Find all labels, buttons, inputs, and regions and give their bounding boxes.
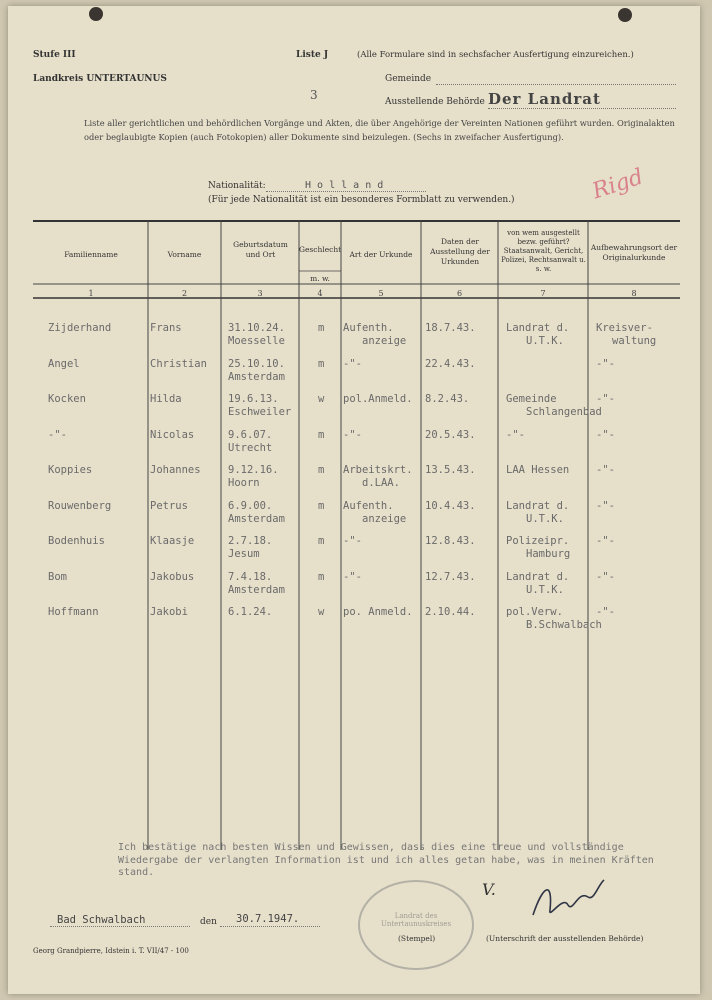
table-cell-geb1: 9.12.16.: [228, 464, 279, 476]
col-num: 2: [181, 289, 188, 298]
table-cell-datum: 12.7.43.: [425, 570, 476, 583]
table-cell-von2: Schlangenbad: [526, 406, 602, 418]
col-daten-ausstellung: Daten der Ausstellung der Urkunden: [430, 237, 490, 266]
gemeinde-label: Gemeinde: [385, 74, 432, 84]
table-cell-name: Zijderhand: [48, 322, 112, 334]
table-cell-ort2: waltung: [612, 335, 657, 347]
table-cell-datum: 20.5.43.: [425, 428, 476, 441]
table-cell-vorname: Nicolas: [150, 428, 195, 441]
table-cell-ort1: -"-: [596, 570, 615, 583]
nationality-label: Nationalität:: [208, 181, 266, 191]
col-geschlecht-sub: m. w.: [310, 274, 330, 283]
table-cell-art1: -"-: [343, 535, 362, 547]
table-cell-von1: Landrat d.: [506, 322, 570, 334]
table-cell-datum: 12.8.43.: [425, 535, 476, 547]
table-cell-geb2: Amsterdam: [228, 370, 285, 383]
intro-text: Liste aller gerichtlichen und behördlichen Vorgänge und Akten, die über Angehörige der Vereinten Nationen geführt wurden. Originalakten oder beglaubigte Kopien (auch Fotokopien) aller Dokumente sind beizulegen. (Sechs in zweifacher Ausfertigung).: [84, 118, 675, 142]
stufe-label: Stufe III: [33, 50, 76, 60]
stamp-text: Landrat des Untertaunuskreises: [380, 912, 452, 928]
table-cell-name: -"-: [48, 428, 67, 441]
table-cell-art1: -"-: [343, 570, 362, 583]
footer-den: den: [200, 917, 217, 927]
table-cell-vorname: Christian: [150, 357, 207, 370]
table-cell-ort1: -"-: [596, 357, 615, 370]
official-stamp: [358, 880, 474, 970]
table-cell-geb1: 2.7.18.: [228, 535, 273, 547]
nationality-line: [266, 191, 426, 192]
table-cell-geb2: Utrecht: [228, 441, 273, 454]
table-cell-von2: U.T.K.: [526, 335, 564, 347]
table-cell-von2: U.T.K.: [526, 583, 564, 596]
table-cell-sex: m: [318, 570, 325, 583]
behoerde-value: Der Landrat: [488, 90, 601, 108]
col-art-urkunde: Art der Urkunde: [349, 250, 413, 259]
table-cell-geb2: Amsterdam: [228, 583, 285, 596]
table-cell-datum: 10.4.43.: [425, 499, 476, 512]
table-cell-geb1: 6.1.24.: [228, 606, 273, 618]
col-num: 7: [540, 289, 546, 298]
table-cell-vorname: Jakobus: [150, 570, 195, 583]
table-cell-sex: m: [318, 464, 325, 476]
table-cell-datum: 13.5.43.: [425, 464, 476, 476]
table-cell-von1: Gemeinde: [506, 393, 557, 405]
table-cell-sex: m: [318, 428, 325, 441]
table-cell-art1: Arbeitskrt.: [343, 464, 413, 476]
table-cell-von1: -"-: [506, 428, 525, 441]
table-cell-geb1: 6.9.00.: [228, 499, 273, 512]
table-cell-vorname: Petrus: [150, 499, 188, 512]
table-cell-ort1: -"-: [596, 393, 615, 405]
printer-note: Georg Grandpierre, Idstein i. T. VII/47 - 100: [33, 947, 189, 955]
table-cell-art1: po. Anmeld.: [343, 606, 413, 618]
table-cell-geb1: 31.10.24.: [228, 322, 285, 334]
col-num: 5: [378, 289, 384, 298]
date-line: [220, 926, 320, 927]
table-cell-ort1: -"-: [596, 428, 615, 441]
nationality-value: H o l l a n d: [305, 180, 384, 191]
table-cell-sex: m: [318, 535, 325, 547]
signature-label: (Unterschrift der ausstellenden Behörde): [486, 934, 644, 943]
table-cell-ort1: -"-: [596, 606, 615, 618]
table-cell-art1: pol.Anmeld.: [343, 393, 413, 405]
table-cell-geb2: Hoorn: [228, 477, 260, 489]
footer-date: 30.7.1947.: [236, 913, 300, 925]
table-cell-vorname: Johannes: [150, 464, 201, 476]
stamp-label: (Stempel): [398, 934, 436, 943]
table-cell-von1: pol.Verw.: [506, 606, 563, 618]
table-cell-vorname: Klaasje: [150, 535, 195, 547]
table-cell-von2: U.T.K.: [526, 512, 564, 525]
col-familienname: Familienname: [64, 250, 118, 259]
table-cell-sex: w: [318, 393, 325, 405]
col-geschlecht: Geschlecht: [299, 245, 342, 254]
col-geburtsdatum: Geburtsdatum und Ort: [233, 240, 288, 259]
table-cell-geb2: Amsterdam: [228, 512, 285, 525]
table-cell-art1: Aufenth.: [343, 322, 394, 334]
gemeinde-line: [436, 84, 676, 85]
page-number: 3: [310, 88, 318, 102]
table-cell-sex: w: [318, 606, 325, 618]
table-cell-ort1: Kreisver-: [596, 322, 653, 334]
initials: V.: [482, 880, 496, 899]
table-cell-ort1: -"-: [596, 535, 615, 547]
col-aufbewahrungsort: Aufbewahrungsort der Originalurkunde: [590, 243, 678, 262]
table-cell-von1: Landrat d.: [506, 499, 570, 512]
table-cell-name: Bodenhuis: [48, 535, 105, 547]
table-cell-art2: d.LAA.: [362, 477, 400, 489]
table-cell-name: Angel: [48, 357, 80, 370]
table-cell-datum: 22.4.43.: [425, 357, 476, 370]
table-cell-vorname: Hilda: [150, 393, 182, 405]
liste-label: Liste J: [296, 50, 329, 60]
footer-place: Bad Schwalbach: [57, 914, 146, 926]
table-cell-von2: Hamburg: [526, 548, 571, 560]
punch-hole: [89, 7, 103, 21]
col-num: 6: [456, 289, 463, 298]
table-cell-ort1: -"-: [596, 499, 615, 512]
col-num: 3: [257, 289, 263, 298]
table-cell-vorname: Frans: [150, 322, 182, 334]
table-cell-von1: Landrat d.: [506, 570, 570, 583]
table-cell-geb1: 9.6.07.: [228, 428, 273, 441]
table-cell-von2: B.Schwalbach: [526, 619, 602, 631]
table-cell-geb1: 25.10.10.: [228, 357, 285, 370]
table-cell-sex: m: [318, 357, 325, 370]
table-cell-name: Hoffmann: [48, 606, 99, 618]
table-cell-geb2: Jesum: [228, 548, 260, 560]
table-cell-sex: m: [318, 499, 325, 512]
punch-hole: [618, 8, 632, 22]
col-num: 8: [631, 289, 637, 298]
table-cell-geb1: 7.4.18.: [228, 570, 273, 583]
table-cell-art1: Aufenth.: [343, 499, 394, 512]
table-cell-art1: -"-: [343, 357, 362, 370]
table-cell-art2: anzeige: [362, 512, 407, 525]
confirmation-text: Ich bestätige nach besten Wissen und Gewissen, dass dies eine treue und vollständige Wiedergabe der verlangten Information ist und ich alles getan habe, was in meinen Kräften stand.: [118, 842, 654, 878]
col-num: 4: [317, 289, 323, 298]
table-cell-vorname: Jakobi: [150, 606, 188, 618]
table-cell-datum: 8.2.43.: [425, 393, 470, 405]
table-cell-art1: -"-: [343, 428, 362, 441]
behoerde-label: Ausstellende Behörde: [385, 97, 485, 107]
col-num: 1: [88, 289, 94, 298]
table-cell-geb1: 19.6.13.: [228, 393, 279, 405]
table-cell-von1: Polizeipr.: [506, 535, 570, 547]
table-cell-sex: m: [318, 322, 325, 334]
landkreis-label: Landkreis UNTERTAUNUS: [33, 74, 167, 84]
table-cell-name: Bom: [48, 570, 67, 583]
behoerde-line: [488, 108, 676, 109]
red-pencil-mark: Rigd: [589, 164, 647, 205]
table-cell-name: Rouwenberg: [48, 499, 112, 512]
table-cell-art2: anzeige: [362, 335, 407, 347]
signature-icon: [528, 875, 608, 925]
col-vorname: Vorname: [167, 250, 202, 259]
table-cell-name: Kocken: [48, 393, 86, 405]
form-note: (Alle Formulare sind in sechsfacher Ausfertigung einzureichen.): [357, 50, 634, 60]
nationality-note: (Für jede Nationalität ist ein besonderes Formblatt zu verwenden.): [208, 195, 515, 205]
table-cell-geb2: Eschweiler: [228, 406, 292, 418]
table-cell-von1: LAA Hessen: [506, 464, 570, 476]
table-cell-datum: 2.10.44.: [425, 606, 476, 618]
place-line: [50, 926, 190, 927]
table-cell-datum: 18.7.43.: [425, 322, 476, 334]
table-cell-geb2: Moesselle: [228, 335, 285, 347]
table-cell-ort1: -"-: [596, 464, 615, 476]
table-cell-name: Koppies: [48, 464, 93, 476]
col-von-wem: von wem ausgestellt bezw. geführt? Staatsanwalt, Gericht, Polizei, Rechtsanwalt u. s. w.: [501, 229, 586, 273]
